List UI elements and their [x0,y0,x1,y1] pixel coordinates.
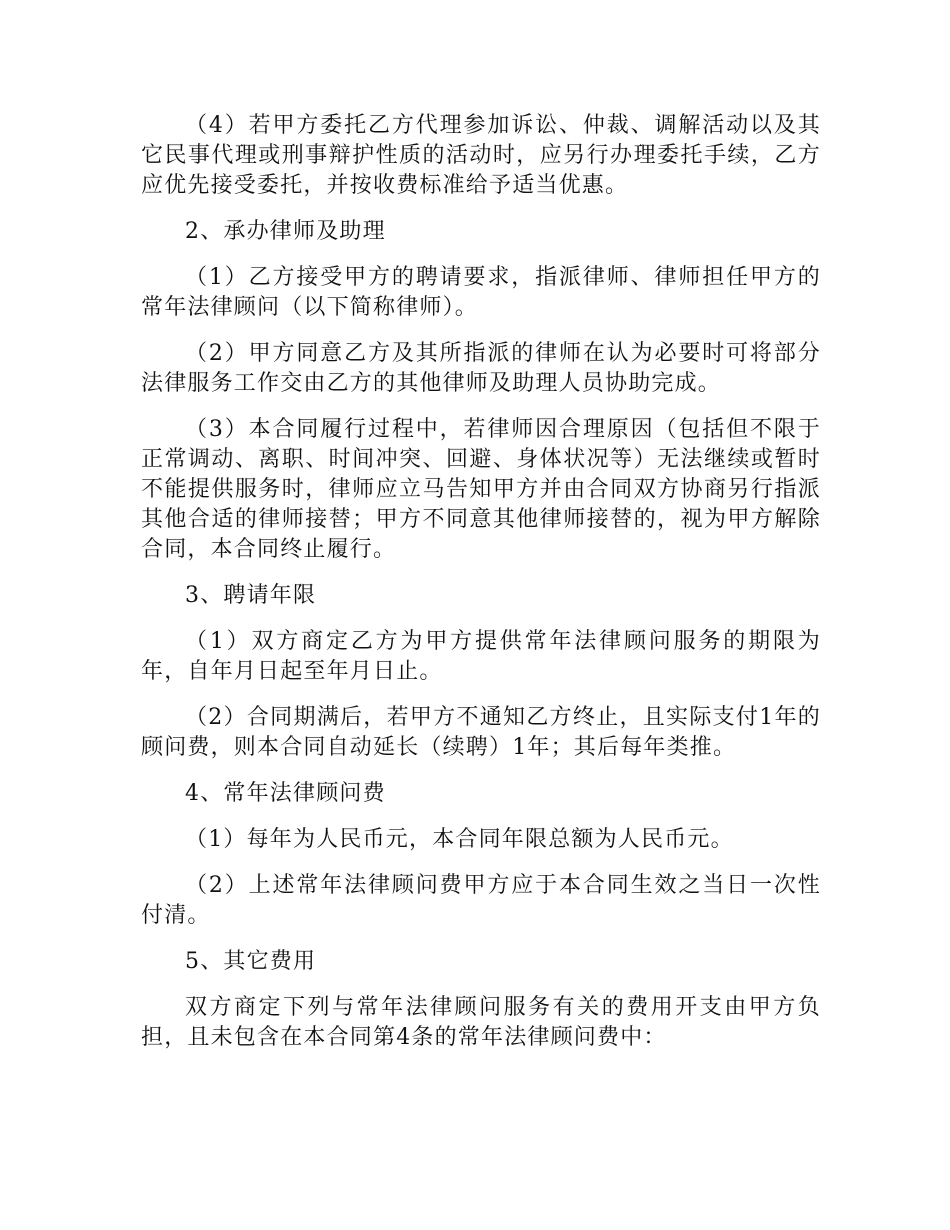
paragraph-1-term: （1）双方商定乙方为甲方提供常年法律顾问服务的期限为年，自年月日起至年月日止。 [141,629,821,684]
paragraph-1-annual-fee: （1）每年为人民币元，本合同年限总额为人民币元。 [185,827,734,852]
paragraph-2-renewal: （2）合同期满后，若甲方不通知乙方终止，且实际支付1年的顾问费，则本合同自动延长（续聘）1年；其后每年类推。 [141,705,821,760]
section-heading-lawyers: 2、承办律师及助理 [185,219,386,244]
paragraph-2-assistants: （2）甲方同意乙方及其所指派的律师在认为必要时可将部分法律服务工作交由乙方的其他律师及助理人员协助完成。 [141,341,821,396]
section-heading-term: 3、聘请年限 [185,583,317,608]
paragraph-1-assign-lawyer: （1）乙方接受甲方的聘请要求，指派律师、律师担任甲方的常年法律顾问（以下简称律师）。 [141,265,821,320]
document-page [141,111,821,1069]
paragraph-3-replacement: （3）本合同履行过程中，若律师因合理原因（包括但不限于正常调动、离职、时间冲突、回避、身体状况等）无法继续或暂时不能提供服务时，律师应立马告知甲方并由合同双方协商另行指派其他合适的律师接替；甲方不同意其他律师接替的，视为甲方解除合同，本合同终止履行。 [141,417,821,562]
section-heading-other-costs: 5、其它费用 [185,949,317,974]
paragraph-4-commission: （4）若甲方委托乙方代理参加诉讼、仲裁、调解活动以及其它民事代理或刑事辩护性质的活动时，应另行办理委托手续，乙方应优先接受委托，并按收费标准给予适当优惠。 [141,113,821,198]
paragraph-2-payment: （2）上述常年法律顾问费甲方应于本合同生效之当日一次性付清。 [141,873,821,928]
section-heading-fee: 4、常年法律顾问费 [185,781,386,806]
paragraph-other-costs: 双方商定下列与常年法律顾问服务有关的费用开支由甲方负担，且未包含在本合同第4条的常年法律顾问费中： [141,995,821,1050]
